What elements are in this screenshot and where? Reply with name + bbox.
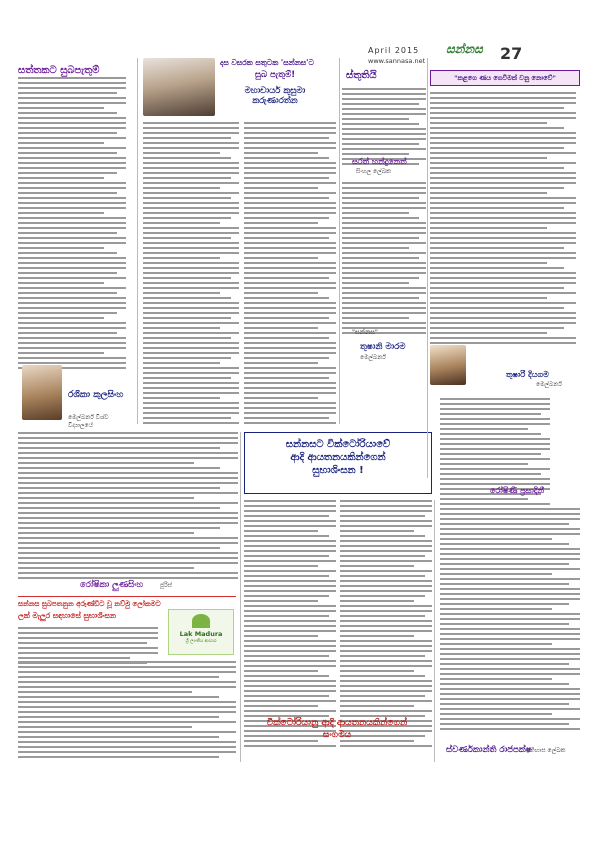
- column-divider-5: [434, 500, 435, 762]
- lower-feature-text-b: [340, 500, 432, 750]
- col4-box-title: "කළගෙ ණය ගෙවීමක් වනු නොවේ": [454, 74, 556, 82]
- lak-madura-logo-mark: [192, 614, 210, 628]
- feature-text-left: [143, 122, 239, 427]
- feature-author-photo: [143, 58, 215, 116]
- lower-feature-title-line1: සන්නසට වික්ටෝරියාවේ: [285, 439, 391, 450]
- author-role-rashika: මෙල්බර්න් විශ්ව විද්‍යාලයේ: [68, 414, 109, 429]
- lanka-box: [18, 596, 236, 763]
- author-photo-rashika: [22, 365, 62, 420]
- poem-author-role-sarath: සිංහල ලේඛක: [356, 168, 391, 175]
- col1-section-title: සත්තකට සුබපැතුම්: [18, 58, 126, 72]
- author-photo-tushari: [430, 345, 466, 385]
- col4-text-b: [440, 508, 580, 733]
- poem-author-tushani: තුෂානි මාරම: [360, 342, 406, 352]
- poet-name-roshini: රෝෂිණී ප්‍රසාදිනී: [490, 486, 544, 495]
- bottom-author-role-swarna: ඉතිහාස ලේඛක: [526, 747, 566, 754]
- feature-author-name: මහාචාර්ය කුසුමා: [244, 86, 306, 96]
- lower-feature-title-line2: ආදි ආයතනයකින්ගෙන්: [290, 452, 386, 463]
- column-divider-1: [137, 58, 138, 424]
- bottom-author-role-roshika: ජූරිස්: [160, 582, 173, 589]
- header-logo: සන්නස: [446, 42, 483, 56]
- page-number: 27: [500, 44, 523, 63]
- author-name-rashika: රශිකා කුලසිංහ: [68, 390, 124, 400]
- feature-title-line2: සුබ පැතුම්!: [254, 70, 296, 80]
- col4-title-box: [430, 70, 580, 86]
- header-website: www.sannasa.net: [368, 57, 426, 65]
- lower-feature-footer: [244, 718, 430, 740]
- feature-author-name2: කරුණාරත්න: [252, 96, 298, 106]
- lanka-box-text-b: [18, 661, 236, 761]
- author-role-tushari: මෙල්බර්න්: [536, 381, 562, 388]
- col1-text-a: [18, 77, 126, 372]
- poem-author-role-tushani: මෙල්බර්න්: [360, 354, 386, 361]
- poem-signature: "සන්නස": [352, 328, 378, 336]
- header-date: April 2015: [368, 46, 420, 55]
- poem-author-sarath: සරත් හන්දුනෙත්: [352, 157, 407, 166]
- feature-title: [220, 58, 330, 106]
- bottom-author-roshika: රෝෂිකා ලුණසිංහ: [80, 580, 144, 590]
- page-header: [350, 40, 575, 68]
- author-name-tushari: තුෂාරි දියගම: [506, 370, 549, 379]
- lower-feature-title-line3: සුභාශිංසන !: [312, 465, 364, 476]
- lak-madura-logo-sub: ශ්‍රී ලාංකීය ආහාර: [185, 639, 217, 644]
- column-divider-4: [240, 432, 241, 762]
- feature-text-right: [244, 122, 336, 427]
- lower-feature-title-box: [244, 432, 432, 494]
- lanka-box-title: සන්නස සුබපතනුන අරුණ්ඩිට වූ නව්මු ලෝකමට: [18, 600, 161, 608]
- lower-feature-footer-title2: සංගමය: [322, 730, 352, 740]
- column-divider-3: [427, 58, 428, 478]
- lower-feature-text: [244, 500, 336, 750]
- lak-madura-logo: [168, 609, 234, 655]
- lak-madura-logo-text: Lak Madura: [179, 630, 223, 638]
- col3-text-a: [342, 88, 426, 168]
- col1-text-b: [18, 432, 238, 582]
- lower-feature-footer-title: වික්ටෝරියානු ආදි ආයතනයකින්ගෙන්: [266, 718, 408, 728]
- col3-title: ස්තුතියි: [346, 70, 377, 81]
- column-divider-2: [339, 58, 340, 424]
- col3-poem: [342, 182, 426, 337]
- lanka-box-subtitle: ලක් මැලුර සඳහාසේ සුභාශිංසන: [18, 611, 116, 620]
- feature-title-line1: දස වසරක සතුටක 'සන්නස'ට: [220, 58, 314, 67]
- col4-text-a: [430, 92, 576, 347]
- bottom-author-swarna: ස්වර්ණකාන්ති රාජපක්ෂ: [446, 745, 532, 755]
